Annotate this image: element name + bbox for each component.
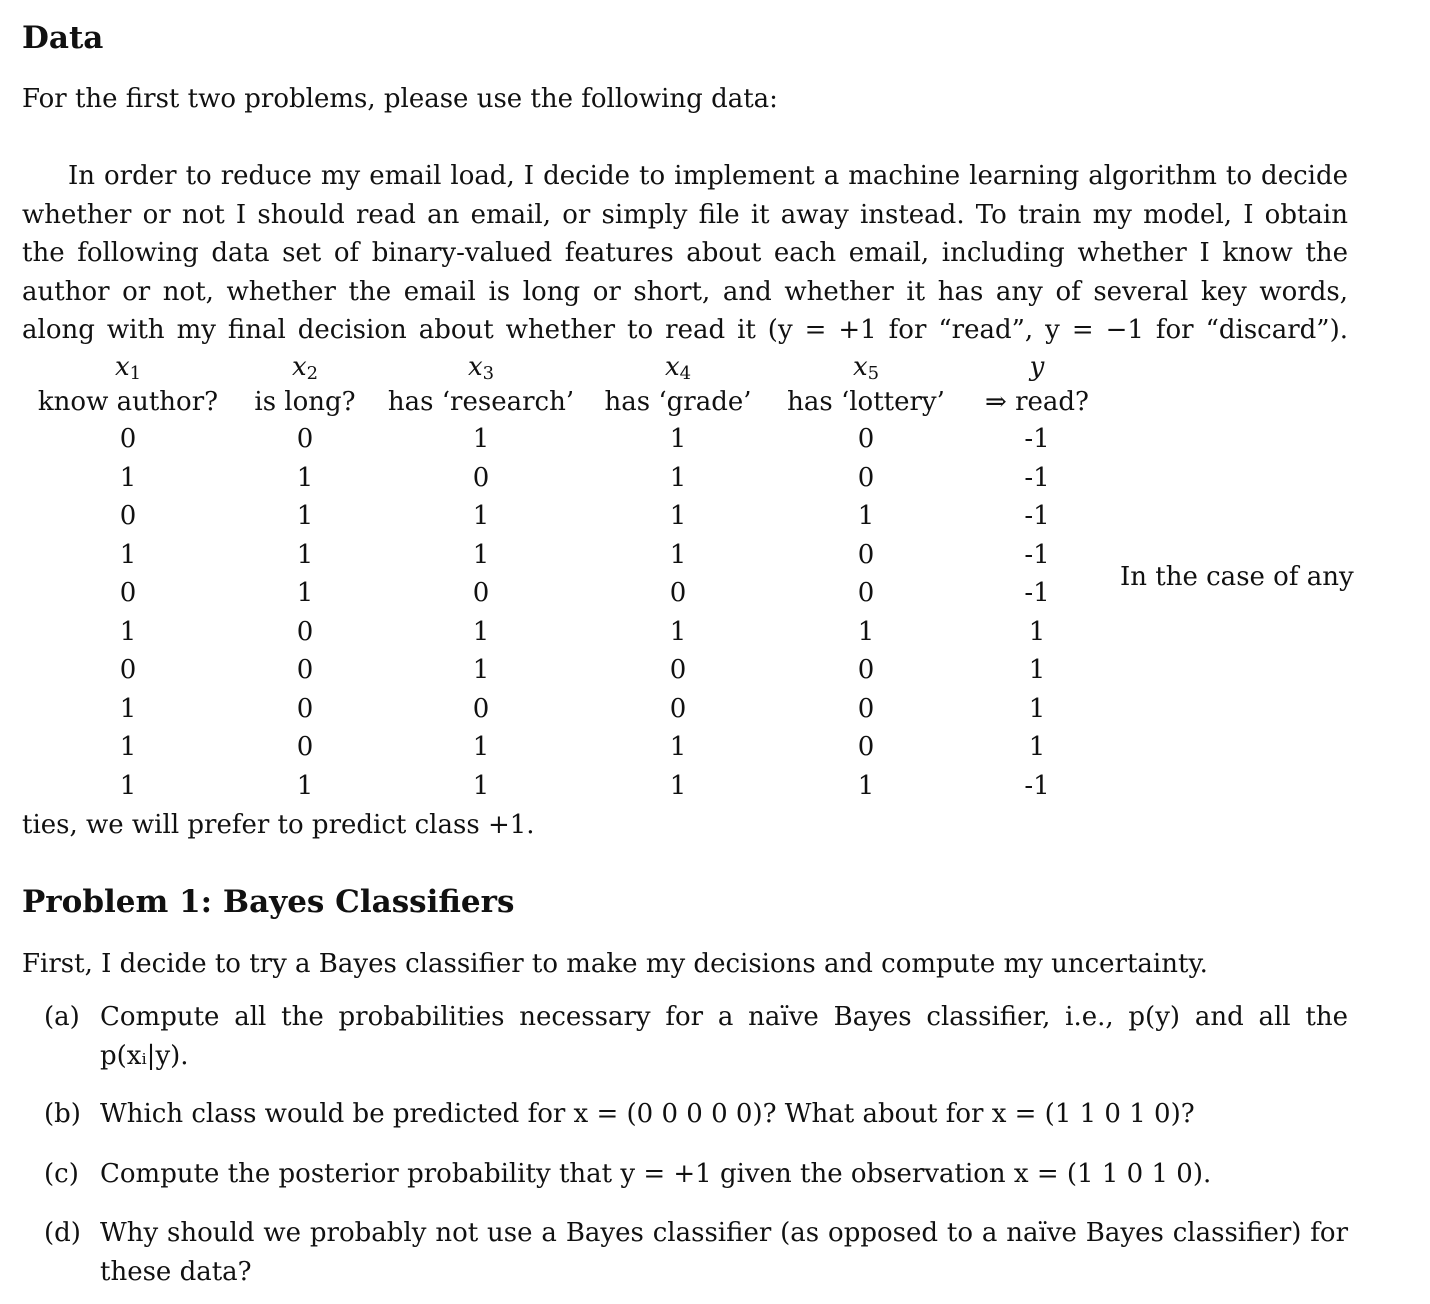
item-line: p(xᵢ|y). (100, 1040, 189, 1071)
table-cell: 1 (472, 539, 490, 570)
table-cell: -1 (1024, 770, 1050, 801)
table-cell: 1 (857, 616, 875, 647)
column-header: has ‘lottery’ (787, 387, 945, 417)
table-cell: 0 (857, 462, 875, 493)
table-cell: 0 (472, 462, 490, 493)
paragraph-line: author or not, whether the email is long or short, and whether it has any of several key words, (22, 276, 1348, 307)
item-line: these data? (100, 1256, 252, 1287)
problem-item-d (44, 1214, 1348, 1294)
table-cell: 1 (296, 770, 314, 801)
table-cell: -1 (1024, 462, 1050, 493)
data-paragraph (22, 157, 1348, 350)
table-cell: 1 (1028, 616, 1046, 647)
table-cell: 1 (669, 501, 687, 531)
table-cell: 1 (669, 732, 687, 762)
table-cell: 0 (296, 424, 314, 454)
problem-item-c (44, 1155, 1348, 1195)
table-cell: 1 (119, 539, 137, 570)
table-cell: 1 (669, 539, 687, 570)
table-cell: 1 (472, 501, 490, 531)
section-heading-data: Data (22, 20, 104, 56)
column-header: know author? (37, 387, 219, 417)
table-cell: 0 (857, 655, 875, 685)
column-variable (665, 352, 691, 384)
table-cell: -1 (1024, 424, 1050, 454)
paragraph-line: In order to reduce my email load, I decide to implement a machine learning algorithm to decide (68, 161, 1348, 191)
variable-name: y (1029, 352, 1045, 382)
table-cell: 1 (669, 616, 687, 647)
table-cell: 0 (472, 578, 490, 608)
variable-subscript: 1 (129, 363, 142, 384)
column-header: is long? (254, 387, 356, 417)
problem-1-heading: Problem 1: Bayes Classifiers (22, 884, 515, 920)
variable-subscript: 3 (482, 363, 495, 384)
table-cell: 1 (119, 693, 137, 724)
column-variable (292, 352, 318, 384)
table-cell: 1 (669, 462, 687, 493)
problem-item-a (44, 998, 1348, 1078)
table-cell: 1 (119, 616, 137, 647)
column-header: ⇒ read? (985, 387, 1089, 417)
column-header: has ‘grade’ (604, 387, 752, 417)
item-label: (c) (44, 1159, 79, 1189)
column-variable (853, 352, 879, 384)
table-cell: 1 (857, 770, 875, 801)
table-cell: 0 (857, 732, 875, 762)
table-cell: 1 (119, 732, 137, 762)
table-cell: 1 (1028, 693, 1046, 724)
table-cell: 1 (472, 770, 490, 801)
table-cell: 0 (669, 655, 687, 685)
variable-name: x (291, 352, 307, 382)
item-line: Which class would be predicted for x = (0 0 0 0 0)? What about for x = (1 1 0 1 0)? (100, 1099, 1195, 1129)
item-label: (d) (44, 1218, 81, 1248)
paragraph-line: the following data set of binary-valued features about each email, including whether I know the (22, 238, 1348, 268)
table-cell: 1 (296, 578, 314, 608)
table-cell: 0 (296, 732, 314, 762)
paragraph-line: whether or not I should read an email, or simply file it away instead. To train my model, I obtain (22, 199, 1348, 230)
item-line: Why should we probably not use a Bayes classifier (as opposed to a naïve Bayes classifier) for (100, 1218, 1348, 1248)
table-cell: 1 (119, 770, 137, 801)
table-cell: 1 (472, 732, 490, 762)
table-cell: 0 (119, 501, 137, 531)
item-line: Compute all the probabilities necessary for a naïve Bayes classifier, i.e., p(y) and all the (100, 1002, 1348, 1032)
table-cell: 0 (119, 578, 137, 608)
table-cell: 0 (296, 616, 314, 647)
table-cell: 1 (1028, 732, 1046, 762)
table-cell: 1 (669, 770, 687, 801)
table-cell: 1 (472, 616, 490, 647)
table-cell: 0 (857, 424, 875, 454)
table-cell: 1 (296, 539, 314, 570)
table-cell: 1 (472, 424, 490, 454)
variable-name: x (852, 352, 868, 382)
table-cell: 0 (857, 578, 875, 608)
table-cell: 0 (296, 655, 314, 685)
table-cell: 0 (472, 693, 490, 724)
table-cell: 1 (296, 462, 314, 493)
column-variable (115, 352, 141, 384)
table-cell: -1 (1024, 539, 1050, 570)
item-label: (b) (44, 1099, 81, 1129)
paragraph-line: along with my final decision about whether to read it (y = +1 for “read”, y = −1 for “discard”). (22, 315, 1348, 345)
table-cell: 0 (119, 655, 137, 685)
table-cell: 1 (1028, 655, 1046, 685)
item-label: (a) (44, 1002, 80, 1032)
table-cell: 0 (857, 539, 875, 570)
ties-text: ties, we will prefer to predict class +1. (22, 810, 535, 840)
table-cell: 1 (119, 462, 137, 493)
item-line: Compute the posterior probability that y = +1 given the observation x = (1 1 0 1 0). (100, 1159, 1212, 1189)
table-cell: 0 (857, 693, 875, 724)
intro-text: For the first two problems, please use the following data: (22, 84, 778, 114)
variable-name: x (114, 352, 130, 382)
side-note: In the case of any (1120, 562, 1354, 592)
variable-subscript: 5 (867, 363, 880, 384)
table-cell: -1 (1024, 578, 1050, 608)
column-variable (468, 352, 494, 384)
variable-subscript: 4 (679, 363, 692, 384)
column-variable (1030, 352, 1045, 384)
table-cell: 1 (857, 501, 875, 531)
table-cell: 0 (119, 424, 137, 454)
variable-name: x (467, 352, 483, 382)
problem-1-intro: First, I decide to try a Bayes classifier to make my decisions and compute my uncertainty. (22, 949, 1208, 979)
table-cell: 1 (472, 655, 490, 685)
variable-subscript: 2 (306, 363, 319, 384)
table-cell: 1 (669, 424, 687, 454)
table-cell: -1 (1024, 501, 1050, 531)
table-cell: 0 (669, 578, 687, 608)
table-cell: 1 (296, 501, 314, 531)
table-cell: 0 (669, 693, 687, 724)
problem-item-b (44, 1095, 1348, 1135)
column-header: has ‘research’ (387, 387, 575, 417)
table-cell: 0 (296, 693, 314, 724)
variable-name: x (664, 352, 680, 382)
